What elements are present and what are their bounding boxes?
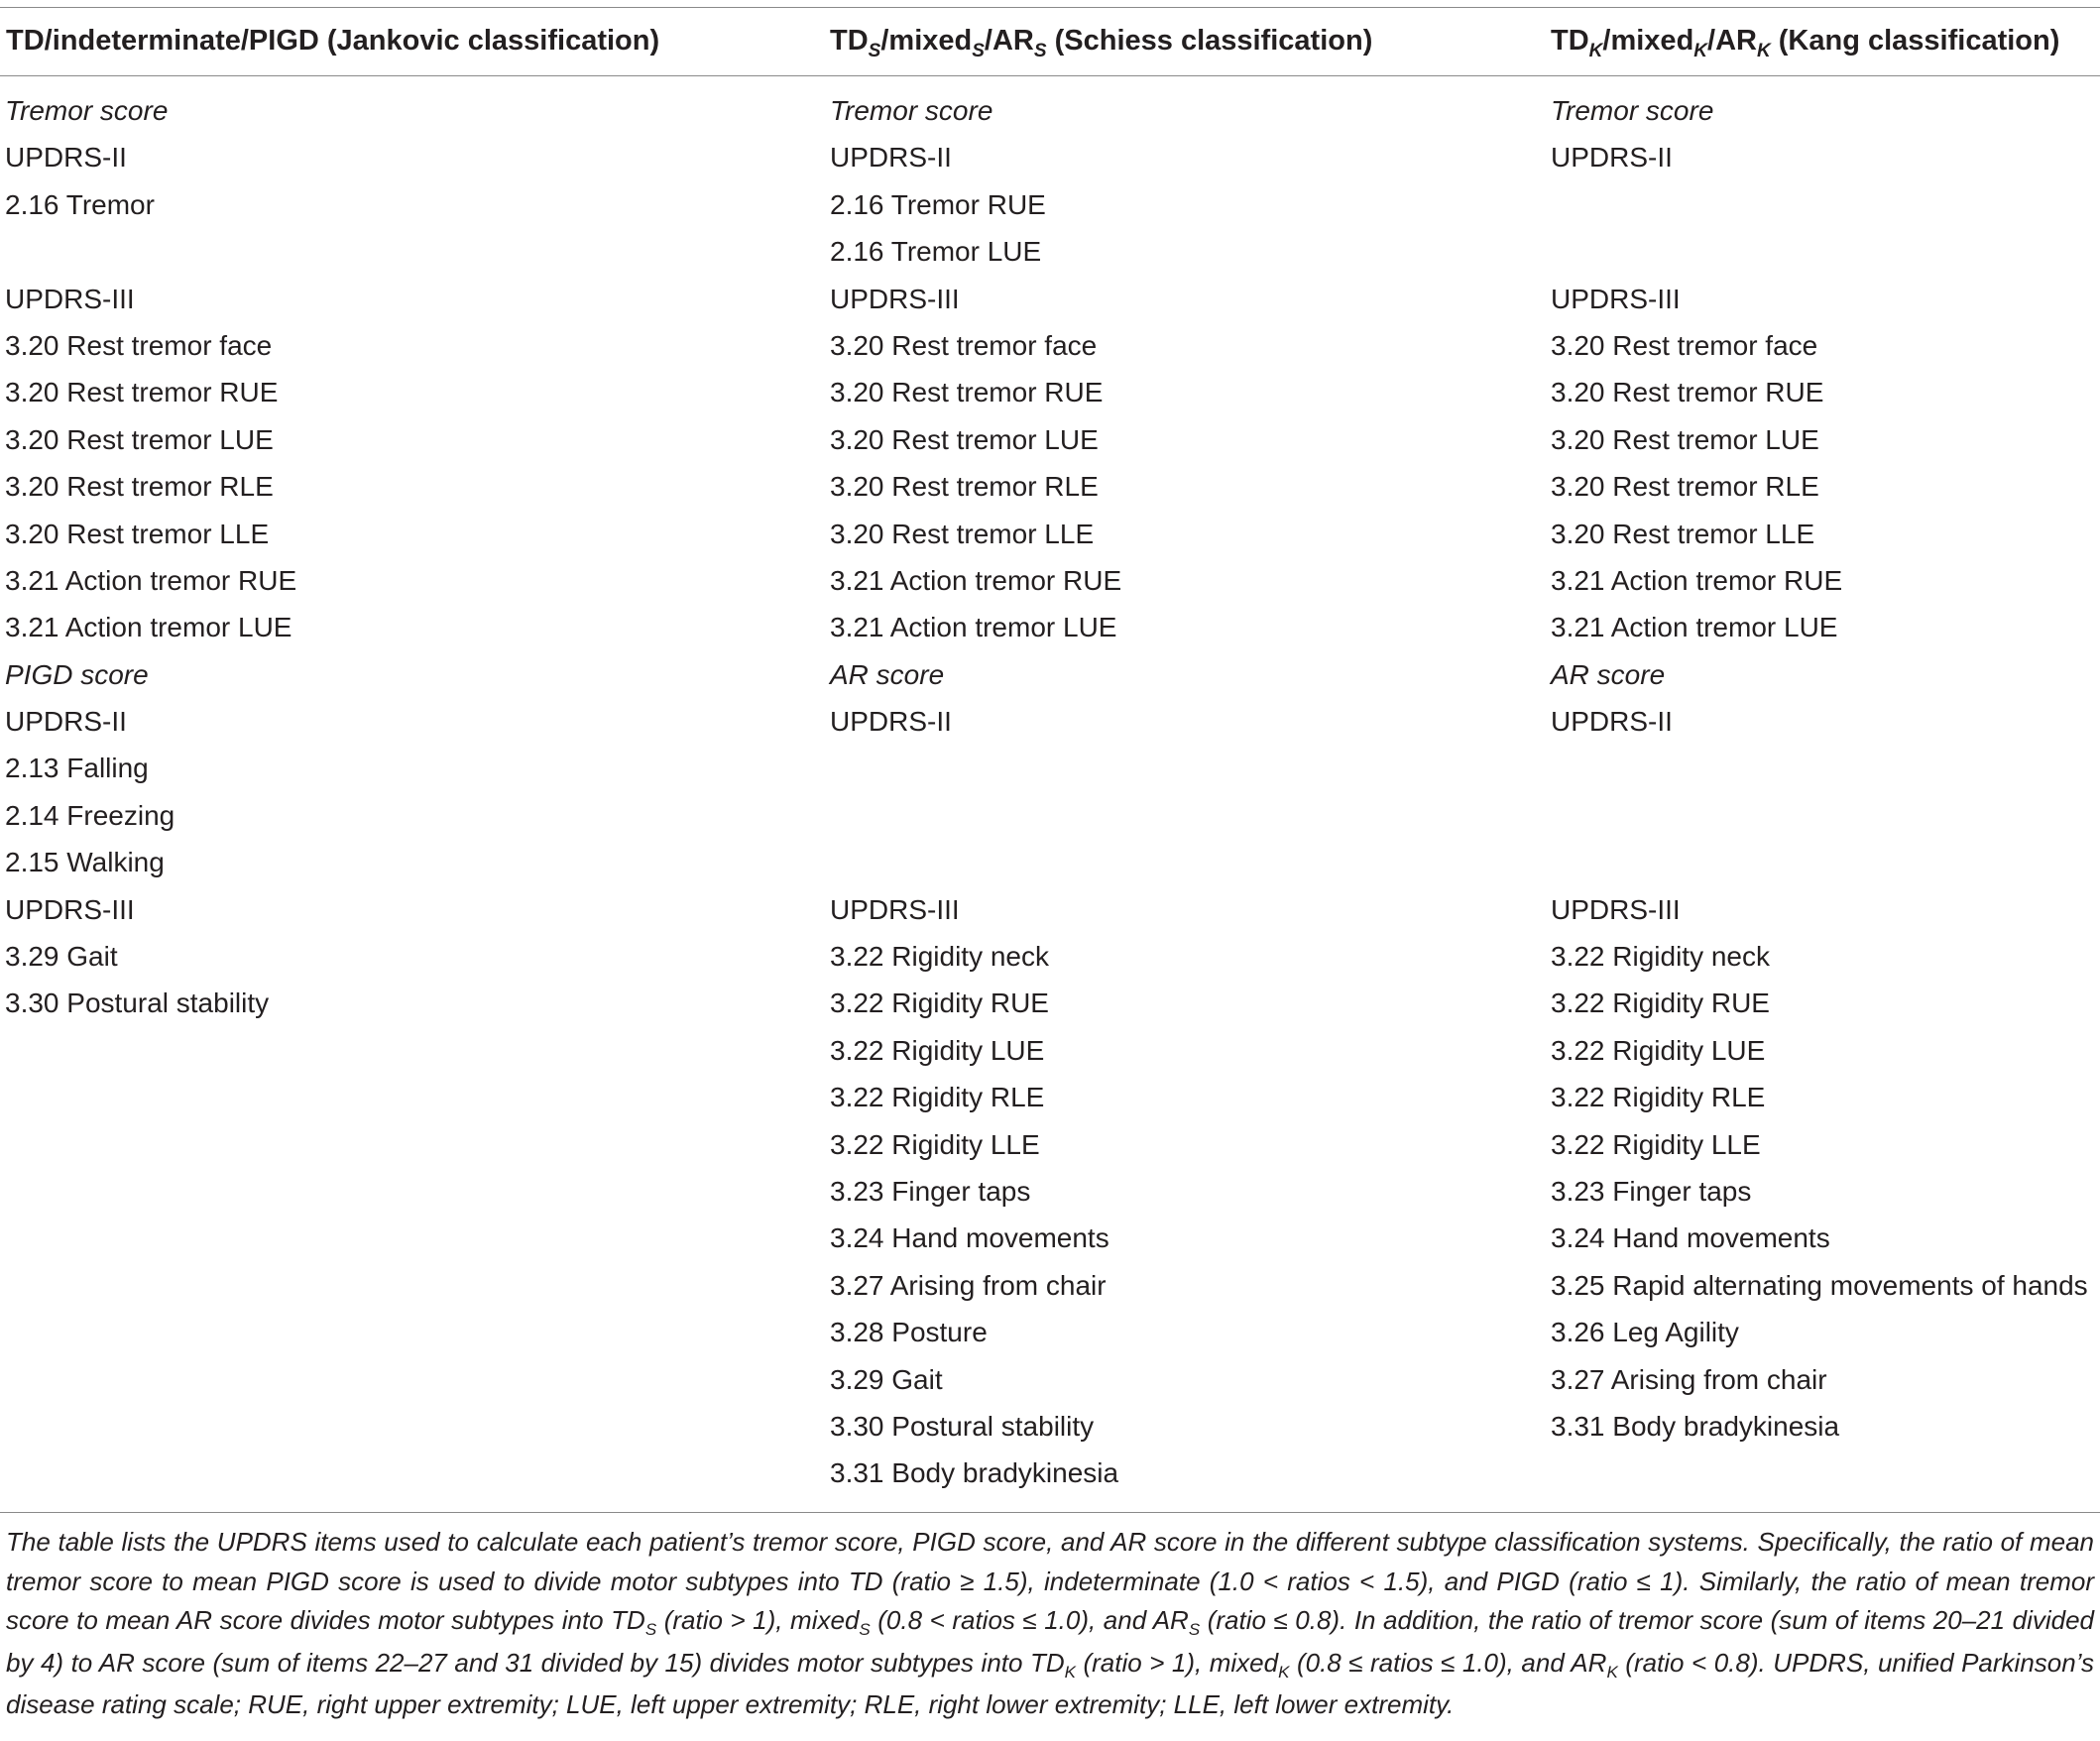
table-cell: 3.20 Rest tremor face	[830, 329, 1098, 361]
table-cell: 3.31 Body bradykinesia	[830, 1457, 1119, 1489]
table-cell: 3.20 Rest tremor RUE	[830, 377, 1104, 408]
column-kang	[1551, 90, 2088, 1452]
table-cell: UPDRS-II	[830, 706, 952, 738]
table-cell: UPDRS-III	[1551, 893, 1681, 925]
table-bottom-rule	[0, 1512, 2100, 1513]
empty-cell	[1551, 231, 2088, 278]
table-cell: 3.21 Action tremor RUE	[1551, 564, 1843, 596]
table-cell: 3.20 Rest tremor LLE	[830, 518, 1095, 549]
table-cell: 3.26 Leg Agility	[1551, 1317, 1739, 1348]
table-cell: 3.20 Rest tremor LLE	[1551, 518, 1815, 549]
table-cell: 3.27 Arising from chair	[1551, 1363, 1827, 1395]
table-cell: UPDRS-II	[830, 142, 952, 174]
table-cell: UPDRS-II	[1551, 706, 1673, 738]
score-section-label: Tremor score	[830, 95, 993, 126]
score-section-label: AR score	[1551, 658, 1666, 690]
table-cell: 3.22 Rigidity neck	[830, 941, 1050, 973]
table-cell: 3.27 Arising from chair	[830, 1269, 1107, 1301]
empty-cell	[830, 795, 1121, 842]
table-cell: 3.21 Action tremor LUE	[1551, 612, 1838, 643]
table-cell: 3.20 Rest tremor face	[1551, 329, 1818, 361]
column-schiess	[830, 90, 1121, 1500]
table-cell: UPDRS-III	[5, 283, 135, 314]
table-cell: UPDRS-III	[5, 893, 135, 925]
empty-cell	[830, 842, 1121, 888]
empty-cell	[830, 748, 1121, 794]
table-cell: UPDRS-III	[830, 893, 960, 925]
score-section-label: PIGD score	[5, 658, 149, 690]
column-header-jankovic: TD/indeterminate/PIGD (Jankovic classification)	[6, 25, 660, 57]
table-cell: 3.20 Rest tremor LLE	[5, 518, 270, 549]
table-cell: 2.16 Tremor LUE	[830, 236, 1042, 268]
table-cell: 3.31 Body bradykinesia	[1551, 1410, 1840, 1442]
table-cell: 3.21 Action tremor LUE	[5, 612, 292, 643]
table-cell: 3.25 Rapid alternating movements of hands	[1551, 1269, 2088, 1301]
table-cell: 3.21 Action tremor LUE	[830, 612, 1117, 643]
table-cell: 3.22 Rigidity LUE	[1551, 1034, 1766, 1066]
score-section-label: Tremor score	[5, 95, 169, 126]
table-cell: 3.20 Rest tremor LUE	[5, 423, 274, 455]
column-jankovic	[5, 90, 296, 1030]
empty-cell	[1551, 184, 2088, 231]
table-cell: 3.22 Rigidity RLE	[830, 1082, 1045, 1113]
table-cell: 3.20 Rest tremor RUE	[5, 377, 279, 408]
table-cell: UPDRS-II	[1551, 142, 1673, 174]
table-cell: 3.22 Rigidity LUE	[830, 1034, 1045, 1066]
table-cell: 3.20 Rest tremor LUE	[830, 423, 1099, 455]
table-cell: 3.20 Rest tremor RLE	[1551, 471, 1819, 503]
table-cell: 3.22 Rigidity RUE	[830, 987, 1049, 1019]
table-top-rule	[0, 7, 2100, 8]
table-cell: UPDRS-III	[830, 283, 960, 314]
table-cell: UPDRS-III	[1551, 283, 1681, 314]
empty-cell	[1551, 795, 2088, 842]
table-cell: 3.22 Rigidity RUE	[1551, 987, 1770, 1019]
table-cell: 2.16 Tremor RUE	[830, 188, 1046, 220]
table-cell: 3.22 Rigidity RLE	[1551, 1082, 1766, 1113]
table-cell: 3.20 Rest tremor RLE	[830, 471, 1099, 503]
table-cell: 3.20 Rest tremor face	[5, 329, 273, 361]
empty-cell	[1551, 748, 2088, 794]
table-cell: 2.14 Freezing	[5, 799, 175, 831]
table-footnote: The table lists the UPDRS items used to calculate each patient’s tremor score, PIGD score, and AR score in the different subtype classification systems. Specifically, the ratio of mean tremor score to mean PIGD score is used to divide motor subtypes into TD (ratio ≥ 1.5), indeterminate (1.0 < ratios < 1.5), and PIGD (ratio ≤ 1). Similarly, the ratio of mean tremor score to mean AR score divides motor subtypes into $TD_S$ (ratio > 1), mixed$_S$ (0.8 < ratios ≤ 1.0), and $AR_S$ (ratio ≤ 0.8). In addition, the ratio of tremor score (sum of items 20–21 divided by 4) to AR score (sum of items 22–27 and 31 divided by 15) divides motor subtypes into $TD_K$ (ratio > 1), mixed$_K$ (0.8 ≤ ratios ≤ 1.0), and $AR_K$ (ratio < 0.8). UPDRS, unified Parkinson’s disease rating scale; RUE, right upper extremity; LUE, left upper extremity; RLE, right lower extremity; LLE, left lower extremity.	[6, 1527, 2095, 1719]
table-cell: 3.28 Posture	[830, 1317, 988, 1348]
table-header-rule	[0, 75, 2100, 76]
column-header-kang: $TD_K/mixed_K/AR_K$ (Kang classification)	[1551, 25, 2060, 61]
table-cell: 3.29 Gait	[5, 941, 118, 973]
table-cell: 3.21 Action tremor RUE	[830, 564, 1122, 596]
table-cell: 3.23 Finger taps	[1551, 1175, 1752, 1207]
column-header-schiess: $TD_S/mixed_S/AR_S$ (Schiess classification)	[830, 25, 1373, 61]
table-cell: 3.22 Rigidity LLE	[830, 1128, 1040, 1160]
table-cell: 3.20 Rest tremor RUE	[1551, 377, 1824, 408]
table-cell: 3.21 Action tremor RUE	[5, 564, 297, 596]
table-cell: 3.20 Rest tremor LUE	[1551, 423, 1819, 455]
table-cell: 3.29 Gait	[830, 1363, 943, 1395]
empty-cell	[1551, 842, 2088, 888]
table-cell: 3.23 Finger taps	[830, 1175, 1031, 1207]
score-section-label: AR score	[830, 658, 945, 690]
table-cell: 3.20 Rest tremor RLE	[5, 471, 274, 503]
table-cell: 3.30 Postural stability	[5, 987, 270, 1019]
table-cell: 3.24 Hand movements	[1551, 1222, 1830, 1254]
table-cell: UPDRS-II	[5, 142, 127, 174]
score-section-label: Tremor score	[1551, 95, 1714, 126]
table-cell: 3.22 Rigidity LLE	[1551, 1128, 1761, 1160]
table-cell: 2.13 Falling	[5, 753, 149, 784]
table-cell: 2.16 Tremor	[5, 188, 155, 220]
table-cell: 2.15 Walking	[5, 847, 165, 878]
table-cell: 3.24 Hand movements	[830, 1222, 1109, 1254]
empty-cell	[5, 231, 296, 278]
table-cell: 3.30 Postural stability	[830, 1410, 1095, 1442]
table-cell: 3.22 Rigidity neck	[1551, 941, 1771, 973]
table-cell: UPDRS-II	[5, 706, 127, 738]
